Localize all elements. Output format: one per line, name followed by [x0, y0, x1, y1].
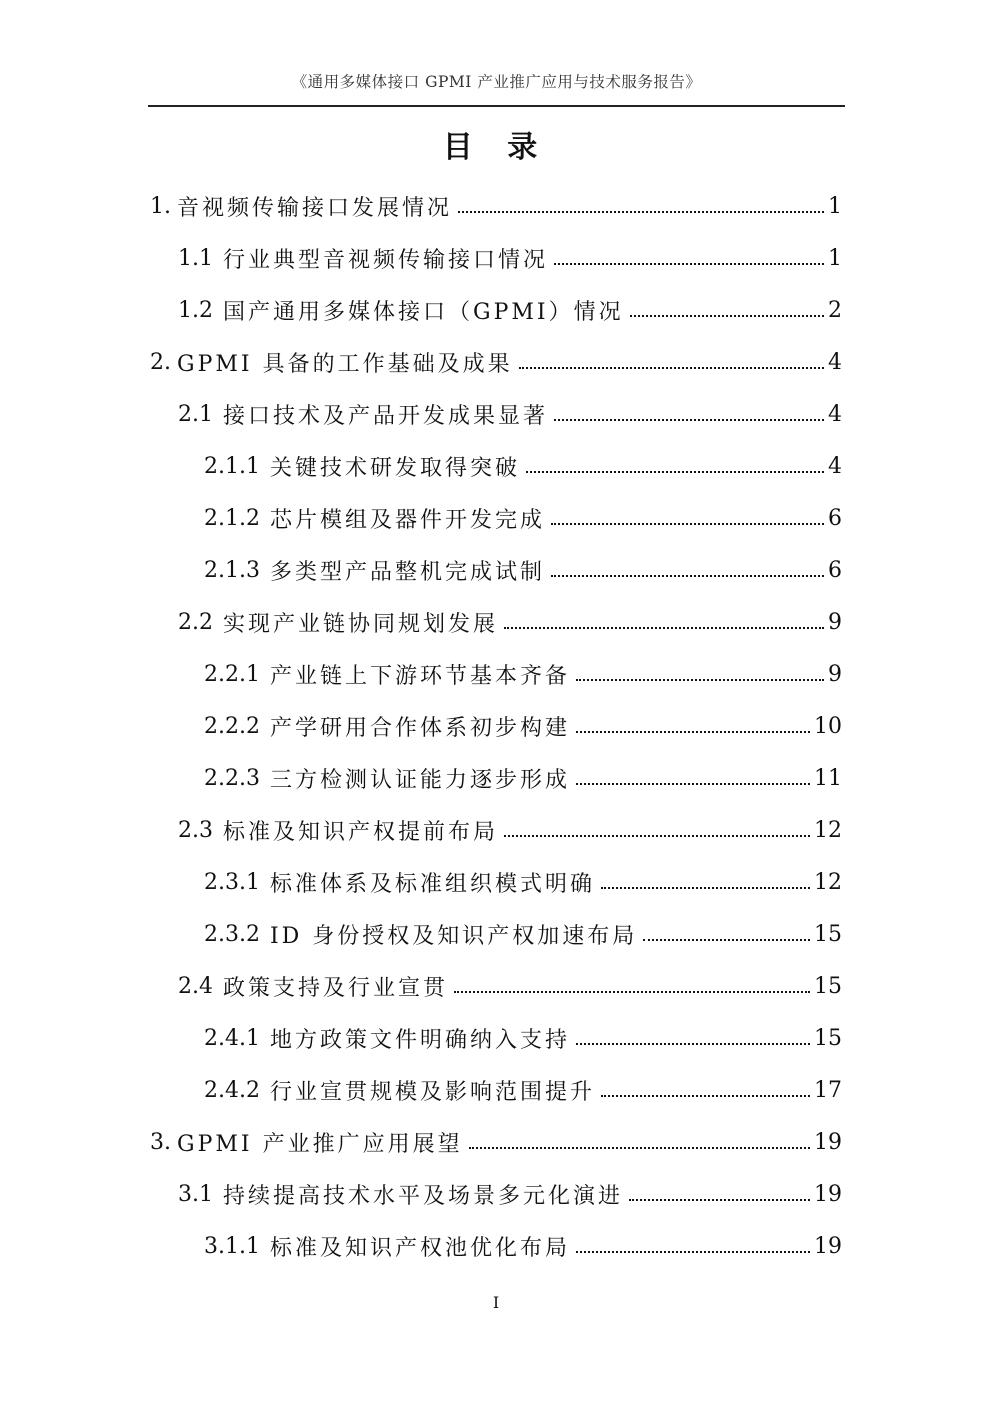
- toc-entry[interactable]: [148, 1168, 842, 1220]
- toc-entry-page: 11: [814, 765, 842, 791]
- toc-entry[interactable]: [148, 804, 842, 856]
- toc-leader-dots: [576, 715, 810, 737]
- header-divider: [148, 105, 845, 107]
- toc-entry-number: 3.1.1: [204, 1233, 260, 1259]
- toc-leader-dots: [576, 663, 824, 685]
- toc-entry-page: 19: [814, 1181, 842, 1207]
- toc-entry-number: 2.4.2: [204, 1077, 260, 1103]
- toc-entry-page: 1: [828, 193, 842, 219]
- toc-entry-page: 12: [814, 817, 842, 843]
- toc-entry-number: 2.3.2: [204, 921, 260, 947]
- toc-entry-title: 标准体系及标准组织模式明确: [269, 871, 595, 897]
- toc-entry-page: 19: [814, 1129, 842, 1155]
- toc-leader-dots: [519, 351, 824, 373]
- toc-entry-page: 2: [828, 297, 842, 323]
- toc-entry-title: 多类型产品整机完成试制: [269, 559, 545, 585]
- toc-entry-page: 15: [814, 973, 842, 999]
- toc-entry-number: 2.1.1: [204, 453, 260, 479]
- toc-entry-title: 实现产业链协同规划发展: [223, 611, 499, 637]
- toc-leader-dots: [469, 1131, 810, 1153]
- toc-entry[interactable]: [148, 908, 842, 960]
- toc-leader-dots: [601, 871, 810, 893]
- page-number: I: [492, 1293, 500, 1312]
- toc-entry-title: 行业典型音视频传输接口情况: [223, 247, 549, 273]
- toc-entry[interactable]: [148, 856, 842, 908]
- toc-entry-number: 2.1.3: [204, 557, 260, 583]
- toc-entry[interactable]: [148, 336, 842, 388]
- toc-leader-dots: [630, 299, 824, 321]
- toc-entry-number: 2.1.2: [204, 505, 260, 531]
- running-header: 《通用多媒体接口 GPMI 产业推广应用与技术服务报告》: [291, 73, 702, 91]
- toc-leader-dots: [526, 455, 824, 477]
- toc-entry[interactable]: [148, 1064, 842, 1116]
- toc-entry[interactable]: [148, 492, 842, 544]
- toc-entry-page: 6: [828, 505, 842, 531]
- toc-entry-number: 2.: [150, 349, 171, 375]
- toc-entry[interactable]: [148, 752, 842, 804]
- toc-entry[interactable]: [148, 1220, 842, 1272]
- toc-entry[interactable]: [148, 232, 842, 284]
- toc-entry-number: 3.1: [178, 1181, 213, 1207]
- toc-entry-page: 19: [814, 1233, 842, 1259]
- toc-entry[interactable]: [148, 1012, 842, 1064]
- toc-entry-number: 2.3.1: [204, 869, 260, 895]
- toc-entry-title: 标准及知识产权提前布局: [223, 819, 499, 845]
- toc-entry-title: 政策支持及行业宣贯: [223, 975, 449, 1001]
- toc-entry-title: 芯片模组及器件开发完成: [269, 507, 545, 533]
- toc-leader-dots: [551, 507, 824, 529]
- toc-entry-title: 关键技术研发取得突破: [269, 455, 520, 481]
- toc-entry-page: 1: [828, 245, 842, 271]
- toc-leader-dots: [643, 923, 810, 945]
- toc-entry-number: 3.: [150, 1129, 171, 1155]
- toc-entry-title: 产学研用合作体系初步构建: [269, 715, 570, 741]
- toc-entry-page: 10: [814, 713, 842, 739]
- toc-entry[interactable]: [148, 180, 842, 232]
- toc-entry-number: 1.: [150, 193, 171, 219]
- toc-entry-title: 三方检测认证能力逐步形成: [269, 767, 570, 793]
- toc-entry-page: 4: [828, 453, 842, 479]
- toc-entry-number: 2.4.1: [204, 1025, 260, 1051]
- toc-leader-dots: [504, 819, 810, 841]
- toc-entry-title: GPMI 产业推广应用展望: [177, 1131, 463, 1157]
- toc-entry[interactable]: [148, 284, 842, 336]
- toc-entry-number: 2.4: [178, 973, 213, 999]
- toc-entry[interactable]: [148, 440, 842, 492]
- toc-entry-number: 2.1: [178, 401, 213, 427]
- toc-entry-page: 9: [828, 661, 842, 687]
- toc-entry[interactable]: [148, 596, 842, 648]
- toc-entry-number: 2.3: [178, 817, 213, 843]
- toc-entry-page: 6: [828, 557, 842, 583]
- page-title: 目 录: [442, 130, 550, 165]
- toc-entry-page: 4: [828, 401, 842, 427]
- toc-entry-title: 音视频传输接口发展情况: [177, 195, 453, 221]
- toc-leader-dots: [629, 1183, 810, 1205]
- toc-entry-page: 15: [814, 921, 842, 947]
- toc-leader-dots: [601, 1079, 810, 1101]
- toc-entry[interactable]: [148, 388, 842, 440]
- toc-entry-title: 接口技术及产品开发成果显著: [223, 403, 549, 429]
- toc-entry[interactable]: [148, 648, 842, 700]
- toc-leader-dots: [554, 403, 824, 425]
- toc-entry-page: 9: [828, 609, 842, 635]
- toc-leader-dots: [454, 975, 810, 997]
- toc-entry-number: 2.2.3: [204, 765, 260, 791]
- toc-entry-number: 2.2.1: [204, 661, 260, 687]
- toc-entry-number: 2.2.2: [204, 713, 260, 739]
- toc-entry-page: 17: [814, 1077, 842, 1103]
- toc-leader-dots: [576, 1235, 810, 1257]
- toc-entry-title: ID 身份授权及知识产权加速布局: [269, 923, 638, 949]
- toc-entry-number: 2.2: [178, 609, 213, 635]
- toc-entry-title: 行业宣贯规模及影响范围提升: [269, 1079, 595, 1105]
- toc-entry[interactable]: [148, 700, 842, 752]
- toc-entry-page: 4: [828, 349, 842, 375]
- toc-entry-title: 国产通用多媒体接口（GPMI）情况: [223, 299, 624, 325]
- toc-entry[interactable]: [148, 960, 842, 1012]
- toc-entry[interactable]: [148, 544, 842, 596]
- toc-leader-dots: [576, 1027, 810, 1049]
- toc-entry-title: 产业链上下游环节基本齐备: [269, 663, 570, 689]
- toc-entry-number: 1.2: [178, 297, 213, 323]
- toc-entry-title: GPMI 具备的工作基础及成果: [177, 351, 513, 377]
- toc-leader-dots: [554, 247, 824, 269]
- toc-leader-dots: [458, 195, 824, 217]
- toc-entry-page: 12: [814, 869, 842, 895]
- toc-entry-title: 地方政策文件明确纳入支持: [269, 1027, 570, 1053]
- toc-entry-number: 1.1: [178, 245, 213, 271]
- toc-entry-title: 持续提高技术水平及场景多元化演进: [223, 1183, 624, 1209]
- toc-entry-page: 15: [814, 1025, 842, 1051]
- toc-leader-dots: [576, 767, 810, 789]
- toc-leader-dots: [551, 559, 824, 581]
- toc-leader-dots: [504, 611, 824, 633]
- toc-entry[interactable]: [148, 1116, 842, 1168]
- toc-entry-title: 标准及知识产权池优化布局: [269, 1235, 570, 1261]
- table-of-contents: [148, 180, 842, 1272]
